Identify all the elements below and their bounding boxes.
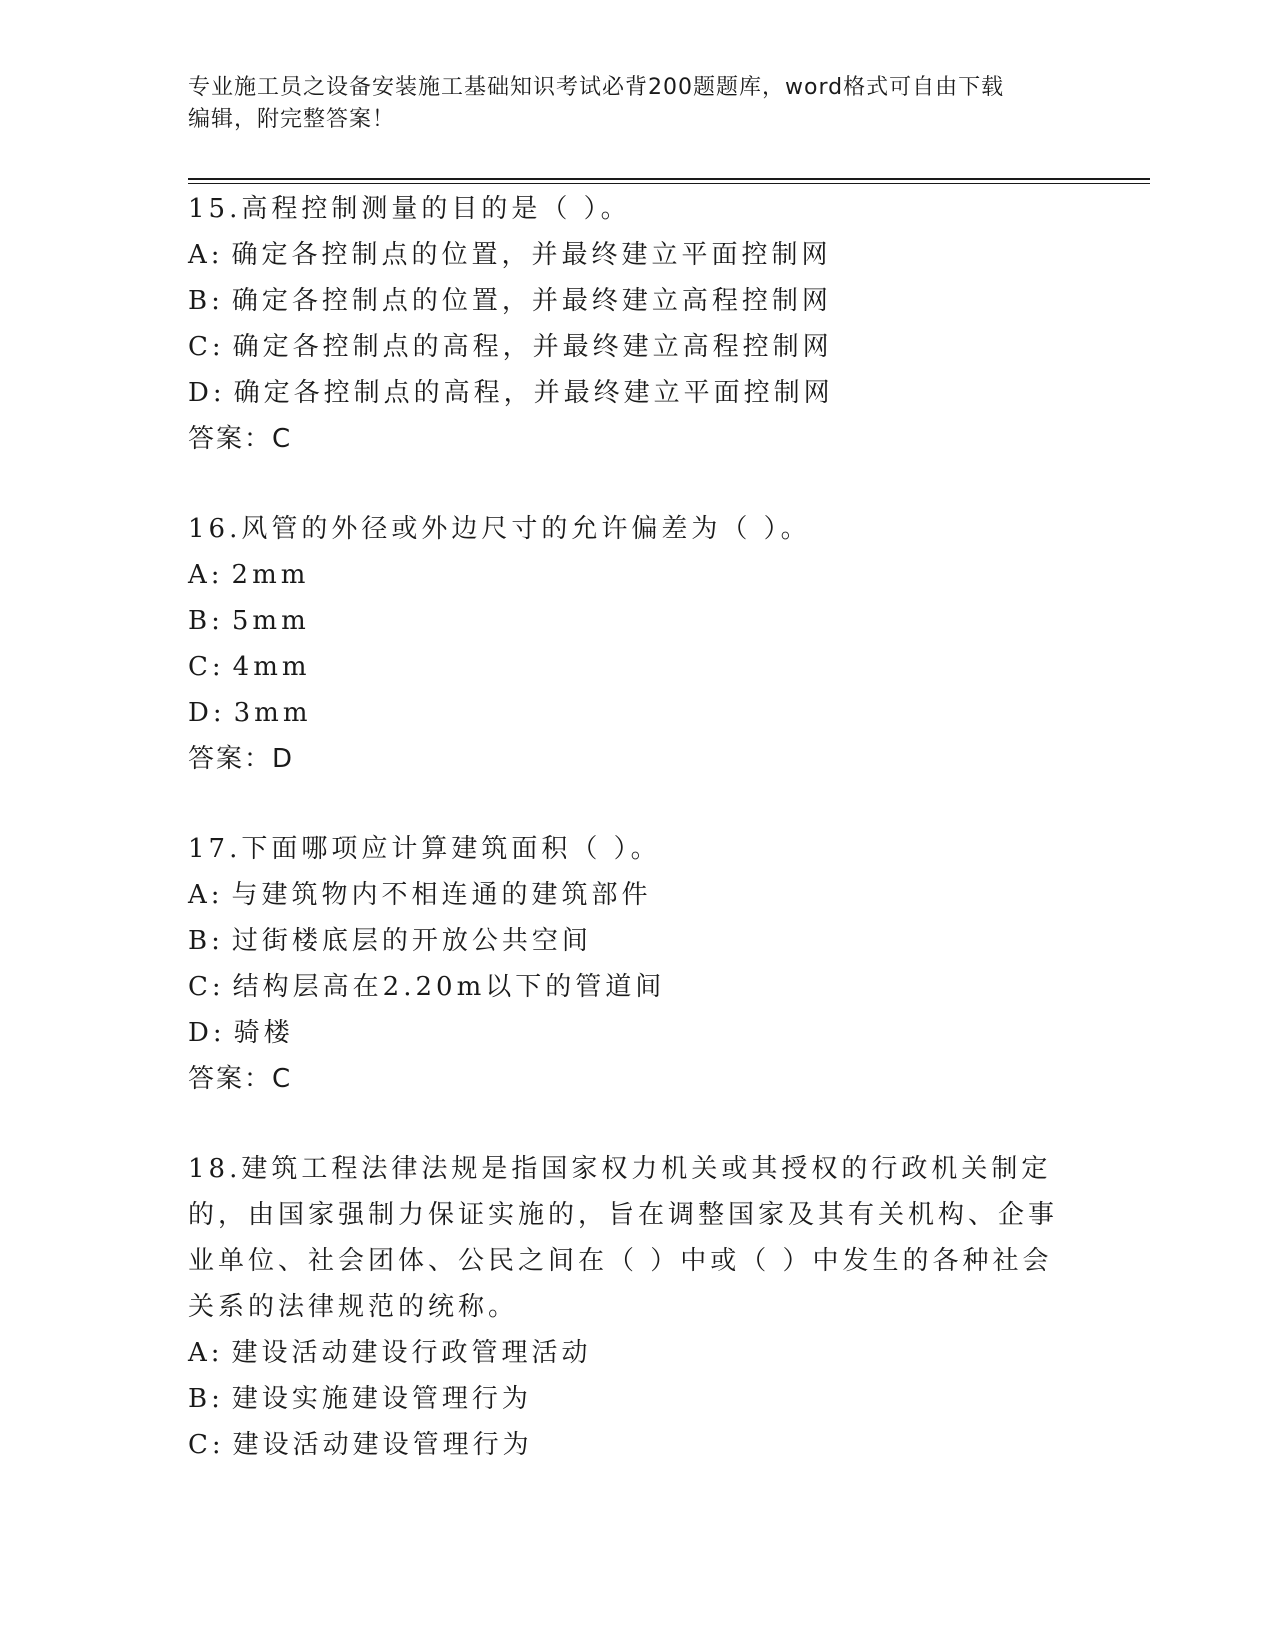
option-text: 确定各控制点的位置，并最终建立高程控制网 [231,286,832,316]
option-text: 与建筑物内不相连通的建筑部件 [231,880,652,910]
option-separator: : [212,378,226,408]
option-letter: D [188,378,213,408]
option-letter: C [188,332,212,362]
option-a [188,232,1068,278]
option-letter: D [188,1018,213,1048]
question-stem: 15.高程控制测量的目的是（ ）。 [188,194,631,224]
option-d [188,1010,1068,1056]
option-b [188,1376,1068,1422]
option-text: 确定各控制点的位置，并最终建立平面控制网 [231,240,832,270]
option-text: 建设活动建设管理行为 [232,1430,533,1460]
question-18 [188,1146,1068,1468]
question-16 [188,506,1068,782]
option-text: 骑楼 [233,1018,294,1048]
option-text: 建设实施建设管理行为 [231,1384,532,1414]
option-separator: : [211,652,225,682]
option-a [188,552,1068,598]
option-letter: A [188,240,211,270]
option-letter: C [188,1430,212,1460]
option-a [188,872,1068,918]
question-stem: 16.风管的外径或外边尺寸的允许偏差为（ ）。 [188,514,811,544]
answer-line: 答案：D [188,744,295,774]
option-a [188,1330,1068,1376]
option-separator: : [211,332,225,362]
option-separator: : [210,240,224,270]
option-letter: B [188,1384,212,1414]
option-separator: : [211,606,224,636]
option-letter: B [188,926,212,956]
header-title-line-1: 专业施工员之设备安装施工基础知识考试必背200题题库，word格式可自由下载 [188,75,1005,100]
option-letter: B [188,606,212,636]
option-separator: : [212,1018,226,1048]
option-d [188,690,1068,736]
question-stem: 18.建筑工程法律法规是指国家权力机关或其授权的行政机关制定的，由国家强制力保证实施的，旨在调整国家及其有关机构、企事业单位、社会团体、公民之间在（ ）中或（ ）中发生的各种社会关系的法律规范的统称。 [188,1154,1059,1322]
option-separator: : [210,880,224,910]
option-text: 2mm [231,560,310,590]
option-text: 确定各控制点的高程，并最终建立高程控制网 [232,332,833,362]
option-letter: D [188,698,213,728]
question-15 [188,186,1068,462]
option-letter: B [188,286,212,316]
header-rule-thick [188,178,1150,180]
option-letter: C [188,972,212,1002]
option-d [188,370,1068,416]
option-letter: C [188,652,212,682]
question-17 [188,826,1068,1102]
answer-line: 答案：C [188,424,293,454]
option-b [188,598,1068,644]
option-separator: : [211,972,225,1002]
option-separator: : [211,286,224,316]
option-separator: : [211,1384,224,1414]
option-c [188,324,1068,370]
option-text: 4mm [232,652,311,682]
option-letter: A [188,880,211,910]
option-separator: : [210,1338,224,1368]
option-text: 过街楼底层的开放公共空间 [231,926,592,956]
option-separator: : [210,560,224,590]
option-b [188,278,1068,324]
option-text: 3mm [233,698,312,728]
header-rule-thin [188,183,1150,184]
option-separator: : [211,1430,225,1460]
option-text: 建设活动建设行政管理活动 [231,1338,592,1368]
option-text: 结构层高在2.20m以下的管道间 [232,972,666,1002]
option-c [188,964,1068,1010]
answer-line: 答案：C [188,1064,293,1094]
option-letter: A [188,560,211,590]
option-letter: A [188,1338,211,1368]
document-header [188,72,1068,136]
option-c [188,644,1068,690]
option-b [188,918,1068,964]
option-text: 确定各控制点的高程，并最终建立平面控制网 [233,378,834,408]
question-list [188,186,1068,1512]
option-c [188,1422,1068,1468]
question-stem: 17.下面哪项应计算建筑面积（ ）。 [188,834,661,864]
header-title-line-2: 编辑，附完整答案！ [188,107,396,132]
option-separator: : [212,698,226,728]
option-text: 5mm [231,606,310,636]
option-separator: : [211,926,224,956]
